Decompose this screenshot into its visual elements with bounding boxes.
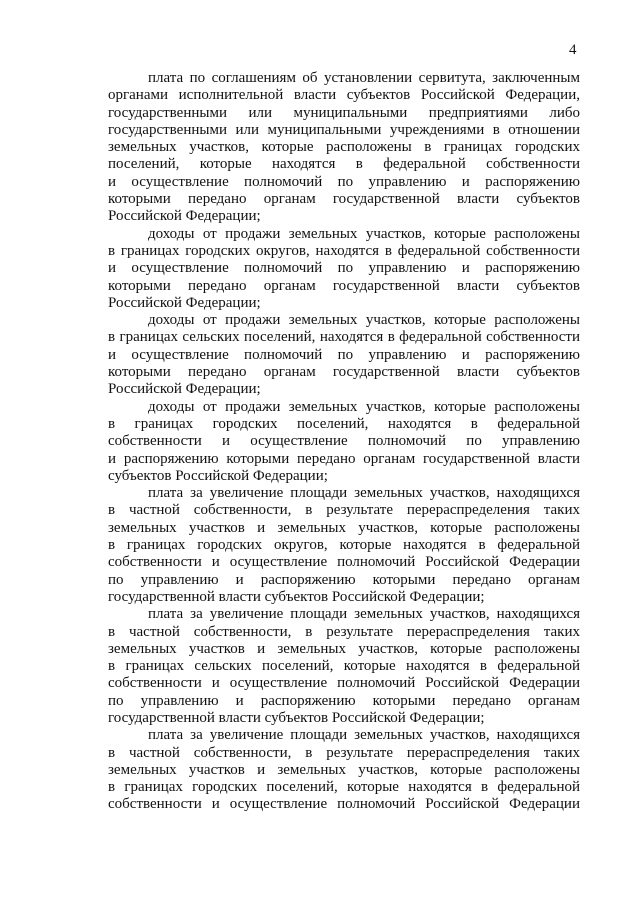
text-line: земельных участков и земельных участков, которые расположены [108,640,580,657]
text-line: в частной собственности, в результате перераспределения таких [108,744,580,761]
text-line: и осуществление полномочий по управлению и распоряжению [108,346,580,363]
text-line: Российской Федерации; [108,208,261,225]
text-line: в частной собственности, в результате перераспределения таких [108,623,580,640]
text-line: в границах городских округов, находятся в федеральной собственности [108,242,580,259]
paragraph [108,226,580,312]
text-line: государственной власти субъектов Российской Федерации; [108,588,485,605]
text-line: земельных участков, которые расположены в границах городских [108,139,580,156]
text-line: по управлению и распоряжению которыми передано органам [108,571,580,588]
text-line: по управлению и распоряжению которыми передано органам [108,692,580,709]
text-line: в границах городских округов, которые находятся в федеральной [108,537,580,554]
text-line: Российской Федерации; [108,381,261,398]
text-line: земельных участков и земельных участков, которые расположены [108,761,580,778]
text-line: которыми передано органам государственной власти субъектов [108,191,580,208]
text-line: плата за увеличение площади земельных участков, находящихся [148,727,580,744]
text-line: в границах сельских поселений, которые находятся в федеральной [108,658,580,675]
text-line: земельных участков и земельных участков, которые расположены [108,519,580,536]
text-line: поселений, которые находятся в федеральной собственности [108,156,580,173]
document-body [108,70,580,814]
paragraph [108,606,580,727]
text-line: плата за увеличение площади земельных участков, находящихся [148,606,580,623]
paragraph [108,727,580,813]
text-line: которыми передано органам государственной власти субъектов [108,364,580,381]
text-line: Российской Федерации; [108,294,261,311]
text-line: которыми передано органам государственной власти субъектов [108,277,580,294]
text-line: государственной власти субъектов Российской Федерации; [108,709,485,726]
text-line: в границах городских поселений, которые находятся в федеральной [108,779,580,796]
text-line: в границах сельских поселений, находятся в федеральной собственности [108,329,580,346]
text-line: собственности и осуществление полномочий по управлению [108,433,580,450]
text-line: плата за увеличение площади земельных участков, находящихся [148,485,580,502]
paragraph [108,70,580,226]
text-line: доходы от продажи земельных участков, которые расположены [148,398,580,415]
page-number: 4 [569,42,577,58]
paragraph [108,399,580,485]
text-line: и осуществление полномочий по управлению и распоряжению [108,260,580,277]
text-line: и распоряжению которыми передано органам государственной власти [108,450,580,467]
text-line: плата по соглашениям об установлении сервитута, заключенным [148,70,580,86]
text-line: субъектов Российской Федерации; [108,467,328,484]
paragraph [108,485,580,606]
text-line: доходы от продажи земельных участков, которые расположены [148,225,580,242]
text-line: государственными или муниципальными учреждениями в отношении [108,121,580,138]
text-line: органами исполнительной власти субъектов Российской Федерации, [108,87,580,104]
text-line: собственности и осуществление полномочий Российской Федерации [108,675,580,692]
paragraph [108,312,580,398]
text-line: собственности и осуществление полномочий Российской Федерации [108,554,580,571]
text-line: в границах городских поселений, находятся в федеральной [108,415,580,432]
text-line: собственности и осуществление полномочий Российской Федерации [108,796,580,813]
text-line: в частной собственности, в результате перераспределения таких [108,502,580,519]
text-line: доходы от продажи земельных участков, которые расположены [148,312,580,329]
text-line: государственными или муниципальными предприятиями либо [108,104,580,121]
text-line: и осуществление полномочий по управлению и распоряжению [108,173,580,190]
